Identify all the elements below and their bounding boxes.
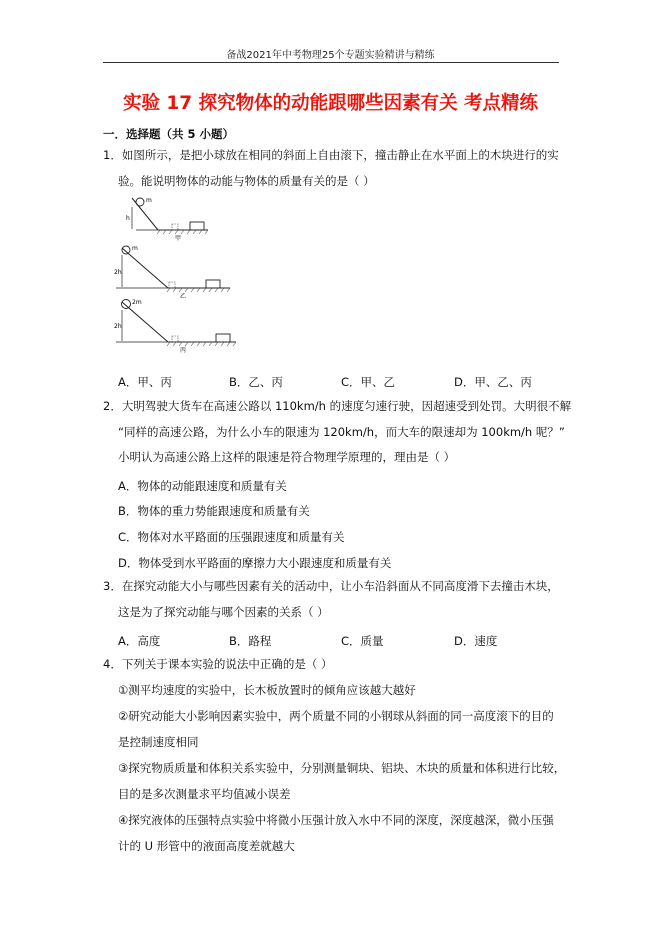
- q2-stem-line1: 2．大明驾驶大货车在高速公路以 110km/h 的速度匀速行驶，因超速受到处罚。大明很不解: [103, 399, 572, 413]
- q1-stem-line2: 验。能说明物体的动能与物体的质量有关的是（ ）: [118, 174, 375, 188]
- q4-item-2: ②研究动能大小影响因素实验中，两个质量不同的小钢球从斜面的同一高度滚下的目的: [118, 709, 554, 723]
- diagram-jia-mass: m: [146, 197, 152, 204]
- ball: [122, 300, 131, 309]
- q2-option-b[interactable]: B．物体的重力势能跟速度和质量有关: [118, 504, 310, 518]
- q4-item-3-cont: 目的是多次测量求平均值减小误差: [118, 787, 291, 801]
- wood-block: [190, 222, 204, 230]
- q1-option-a[interactable]: A．甲、丙: [118, 375, 172, 389]
- q2-option-d[interactable]: D．物体受到水平路面的摩擦力大小跟速度和质量有关: [118, 556, 392, 570]
- q2-stem-line2: “同样的高速公路，为什么小车的限速为 120km/h，而大车的限速却为 100km/h 呢？”: [118, 425, 565, 439]
- q1-option-d[interactable]: D．甲、乙、丙: [454, 375, 532, 389]
- q3-stem-line1: 3．在探究动能大小与哪些因素有关的活动中，让小车沿斜面从不同高度滑下去撞击木块，: [103, 579, 559, 593]
- diagram-yi-mass: m: [132, 245, 138, 252]
- q1-option-b[interactable]: B．乙、丙: [229, 375, 283, 389]
- ball: [136, 198, 144, 206]
- q4-item-1: ①测平均速度的实验中，长木板放置时的倾角应该越大越好: [118, 683, 416, 697]
- diagram-bing-height: 2h: [114, 323, 122, 330]
- page-title: 实验 17 探究物体的动能跟哪些因素有关 考点精练: [122, 93, 539, 114]
- ball: [122, 246, 130, 254]
- ball-ghost: [172, 224, 178, 230]
- q2-option-c[interactable]: C．物体对水平路面的压强跟速度和质量有关: [118, 530, 345, 544]
- section-heading: 一．选择题（共 5 小题）: [103, 127, 235, 141]
- q2-stem-line3: 小明认为高速公路上这样的限速是符合物理学原理的，理由是（ ）: [118, 450, 456, 464]
- wood-block: [216, 334, 230, 342]
- ball-ghost: [169, 282, 175, 288]
- q4-item-3: ③探究物质质量和体积关系实验中，分别测量铜块、铝块、木块的质量和体积进行比较，: [118, 761, 566, 775]
- diagram-yi-height: 2h: [114, 269, 122, 276]
- diagram-jia-height: h: [126, 215, 130, 222]
- header-rule: [103, 62, 559, 63]
- q1-option-c[interactable]: C．甲、乙: [341, 375, 396, 389]
- q1-stem-line1: 1．如图所示，是把小球放在相同的斜面上自由滚下，撞击静止在水平面上的木块进行的实: [103, 148, 559, 162]
- diagram-bing-mass: 2m: [132, 299, 142, 306]
- diagram-bing: [114, 299, 236, 354]
- diagram-jia-label: 甲: [175, 235, 182, 242]
- diagram-jia: [126, 197, 208, 242]
- q2-option-a[interactable]: A．物体的动能跟速度和质量有关: [118, 479, 287, 493]
- ball-ghost: [172, 336, 178, 342]
- q3-stem-line2: 这是为了探究动能与哪个因素的关系（ ）: [118, 605, 329, 619]
- q3-option-a[interactable]: A．高度: [118, 634, 161, 648]
- page-header: 备战2021年中考物理25个专题实验精讲与精练: [226, 50, 435, 61]
- q4-item-4-cont: 计的 U 形管中的液面高度差就越大: [118, 839, 295, 853]
- wood-block: [206, 280, 220, 288]
- diagram-bing-label: 丙: [180, 347, 187, 354]
- diagram-yi: [114, 245, 230, 300]
- q3-option-d[interactable]: D．速度: [454, 634, 498, 648]
- q4-item-2-cont: 是控制速度相同: [118, 735, 199, 749]
- q4-item-4: ④探究液体的压强特点实验中将微小压强计放入水中不同的深度，深度越深，微小压强: [118, 813, 554, 827]
- q4-stem: 4．下列关于课本实验的说法中正确的是（ ）: [103, 657, 333, 671]
- q3-option-b[interactable]: B．路程: [229, 634, 272, 648]
- diagram-yi-label: 乙: [180, 293, 187, 300]
- q1-figure: [112, 192, 242, 360]
- q3-option-c[interactable]: C．质量: [341, 634, 384, 648]
